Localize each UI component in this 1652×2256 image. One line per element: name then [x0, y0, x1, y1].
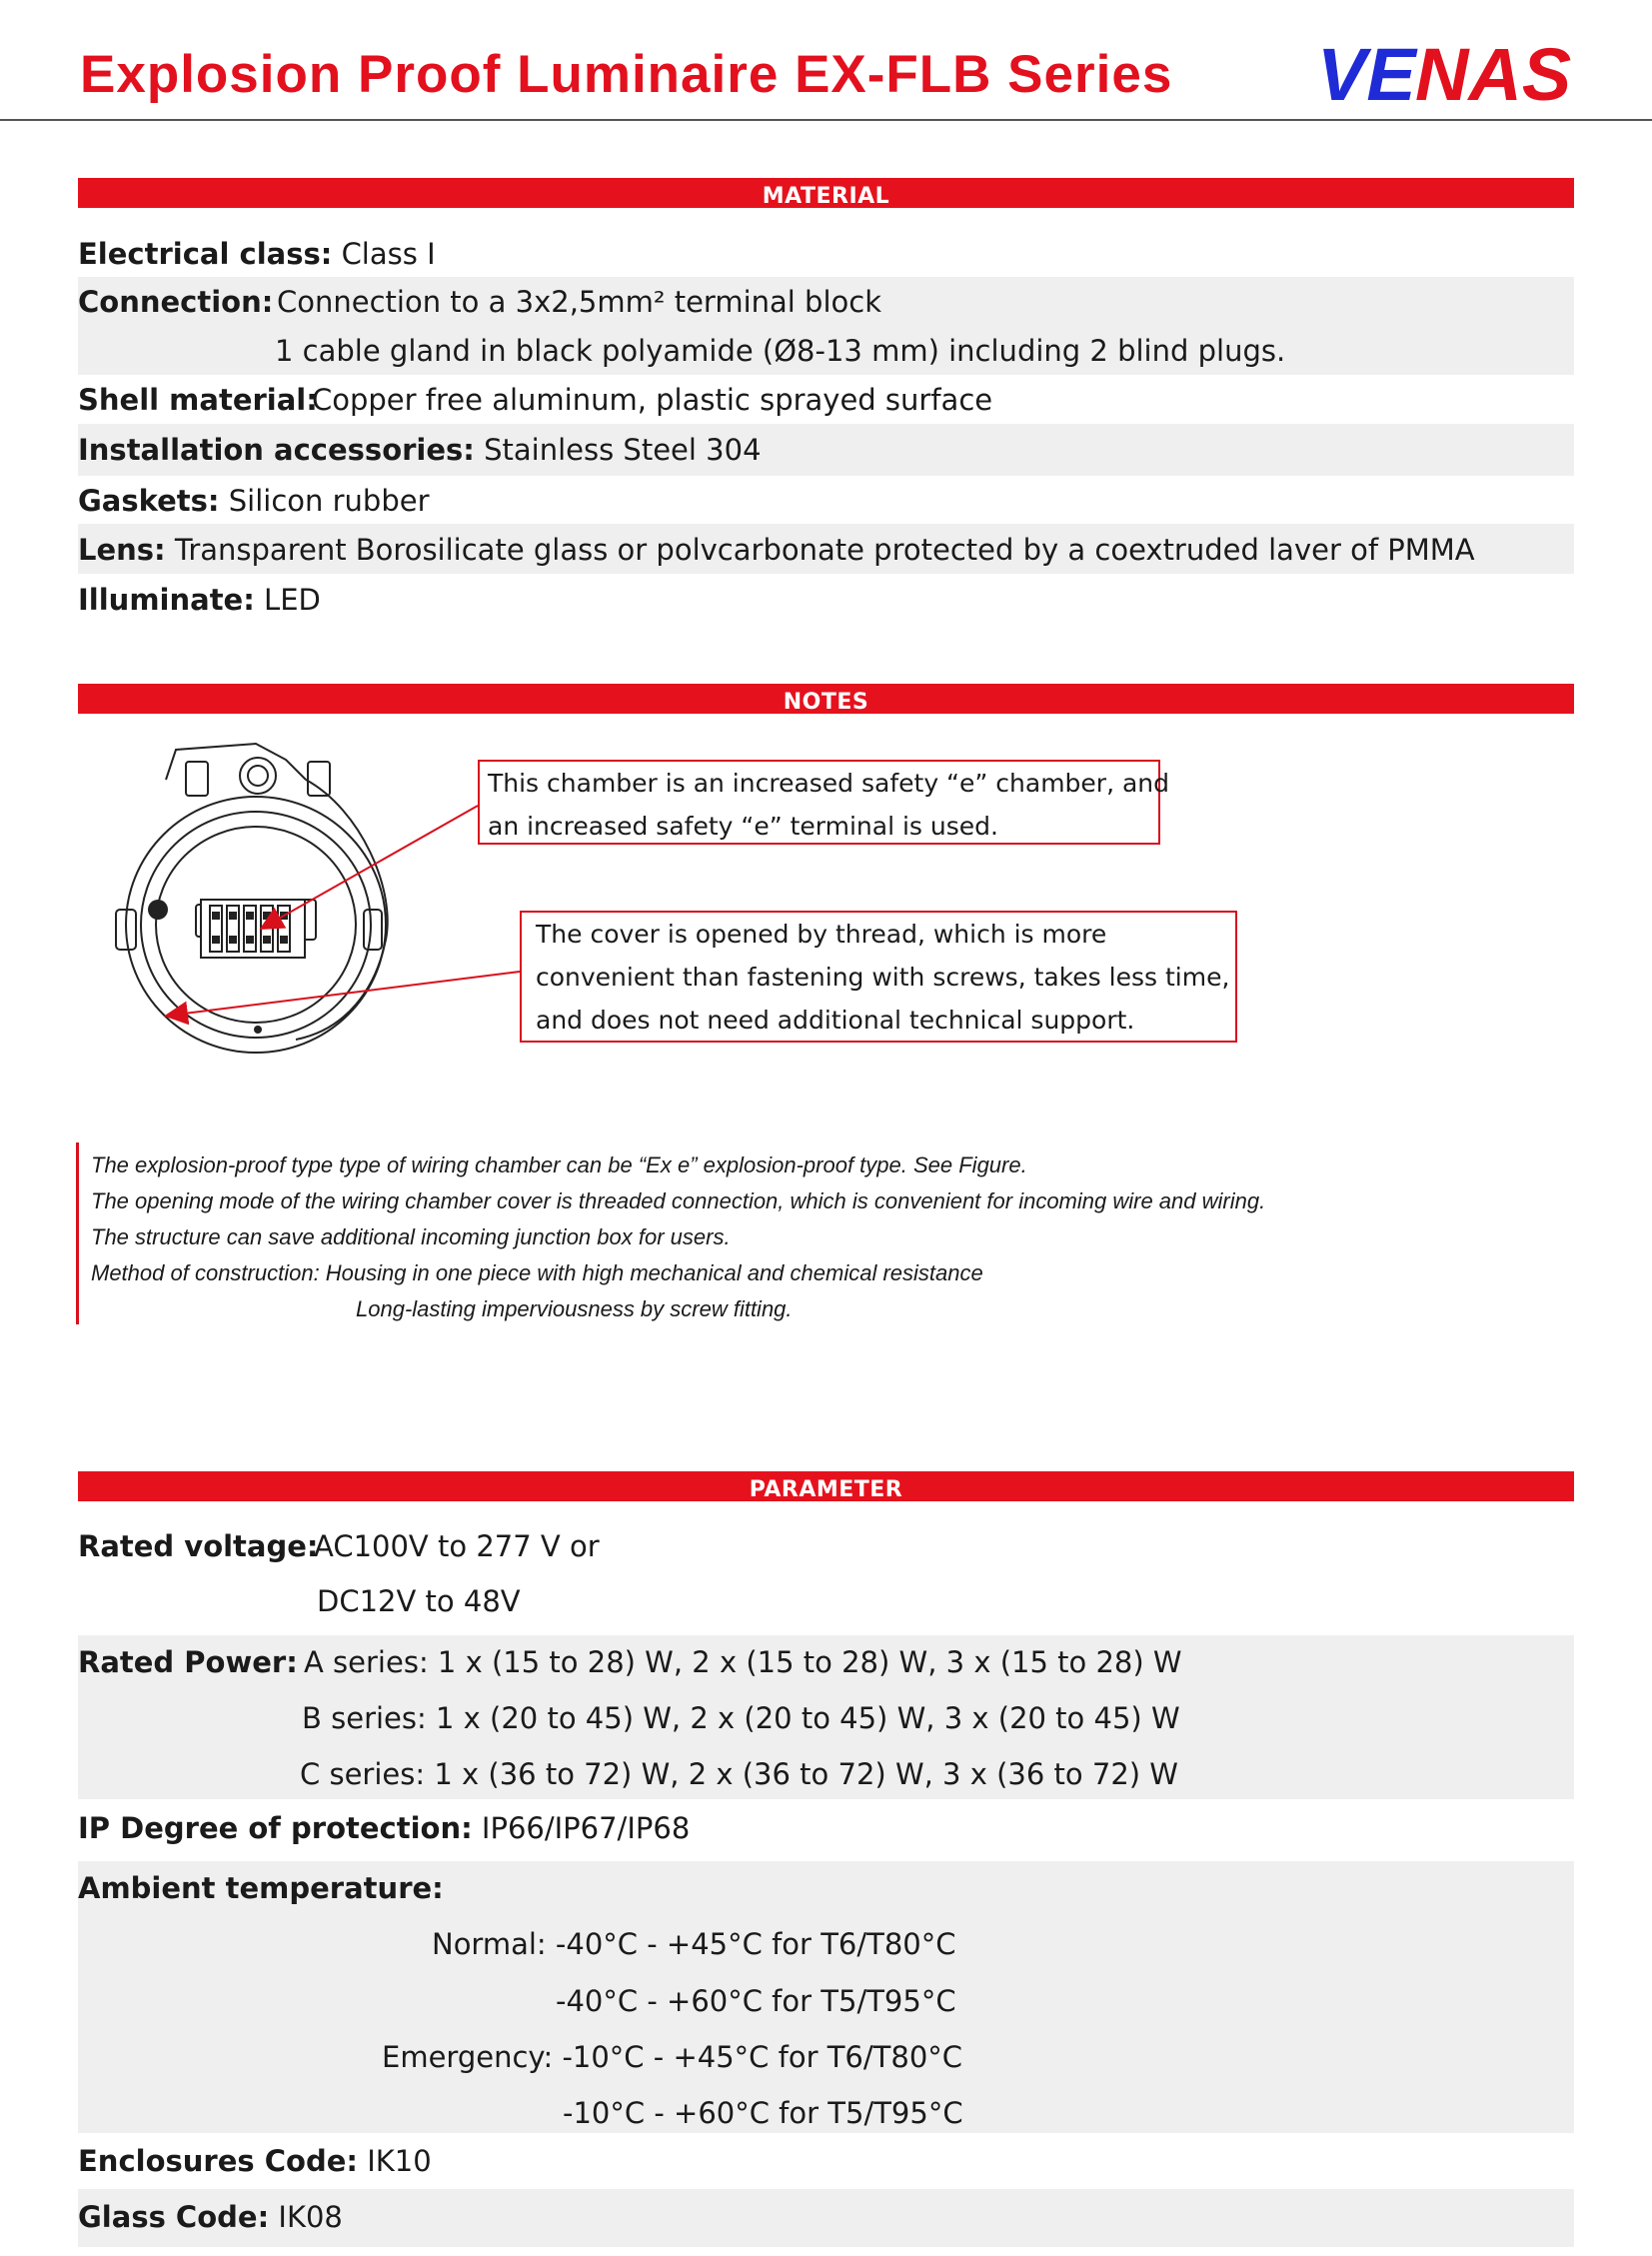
rated-power-label: Rated Power:	[78, 1645, 298, 1679]
ambient-emergency-1: Emergency: -10°C - +45°C for T6/T80°C	[382, 2040, 963, 2074]
callout-2-line-2: convenient than fastening with screws, takes less time,	[536, 963, 1230, 992]
callout-1-line-1: This chamber is an increased safety “e” chamber, and	[488, 769, 1170, 798]
notes-line-4: Method of construction: Housing in one piece with high mechanical and chemical resistance	[91, 1260, 983, 1285]
callout-2-line-3: and does not need additional technical support.	[536, 1006, 1135, 1035]
rated-power-a: A series: 1 x (15 to 28) W, 2 x (15 to 28) W, 3 x (15 to 28) W	[304, 1645, 1182, 1679]
callout-threaded-cover	[520, 911, 1237, 1043]
electrical-class-label: Electrical class:	[78, 237, 333, 271]
parameter-heading: PARAMETER	[78, 1471, 1574, 1501]
rated-power-c: C series: 1 x (36 to 72) W, 2 x (36 to 72) W, 3 x (36 to 72) W	[300, 1757, 1178, 1791]
ambient-label: Ambient temperature:	[78, 1871, 444, 1905]
glass-label: Glass Code:	[78, 2200, 270, 2234]
enclosure-row	[78, 2133, 1574, 2189]
svg-text:VE: VE	[1317, 38, 1416, 108]
material-heading: MATERIAL	[78, 178, 1574, 208]
ambient-emergency-2: -10°C - +60°C for T5/T95°C	[563, 2096, 963, 2130]
svg-text:NAS: NAS	[1415, 38, 1572, 108]
shell-label: Shell material:	[78, 383, 318, 417]
enclosure-label: Enclosures Code:	[78, 2144, 358, 2178]
rated-voltage-row	[78, 1517, 1574, 1635]
gaskets-value: Silicon rubber	[228, 484, 430, 518]
glass-row	[78, 2189, 1574, 2247]
glass-value: IK08	[278, 2200, 343, 2234]
callout-increased-safety	[478, 760, 1170, 845]
ambient-normal-2: -40°C - +60°C for T5/T95°C	[556, 1984, 956, 2018]
accessories-label: Installation accessories:	[78, 433, 475, 467]
electrical-class-value: Class I	[341, 237, 436, 271]
lens-value: Transparent Borosilicate glass or polvcarbonate protected by a coextruded laver of PMMA	[174, 533, 1475, 567]
rated-power-row	[78, 1635, 1574, 1799]
ip-value: IP66/IP67/IP68	[481, 1811, 691, 1845]
ambient-row	[78, 1861, 1574, 2133]
notes-accent-bar	[76, 1142, 79, 1324]
rated-voltage-value-1: AC100V to 277 V or	[314, 1529, 600, 1563]
shell-value: Copper free aluminum, plastic sprayed surface	[312, 383, 993, 417]
connection-label: Connection:	[78, 285, 274, 319]
illuminate-value: LED	[264, 583, 321, 617]
ip-label: IP Degree of protection:	[78, 1811, 473, 1845]
page-title: Explosion Proof Luminaire EX-FLB Series	[80, 45, 1173, 104]
gaskets-label: Gaskets:	[78, 484, 220, 518]
callout-1-line-2: an increased safety “e” terminal is used.	[488, 812, 998, 841]
rated-power-b: B series: 1 x (20 to 45) W, 2 x (20 to 45) W, 3 x (20 to 45) W	[302, 1701, 1180, 1735]
enclosure-value: IK10	[367, 2144, 432, 2178]
notes-line-1: The explosion-proof type type of wiring chamber can be “Ex e” explosion-proof type. See Figure.	[91, 1152, 1027, 1177]
ambient-normal-1: Normal: -40°C - +45°C for T6/T80°C	[432, 1927, 956, 1961]
notes-line-2: The opening mode of the wiring chamber cover is threaded connection, which is convenient for incoming wire and wiring.	[91, 1188, 1266, 1213]
connection-value-2: 1 cable gland in black polyamide (Ø8-13 mm) including 2 blind plugs.	[275, 334, 1286, 368]
callout-2-line-1: The cover is opened by thread, which is more	[536, 920, 1107, 949]
notes-line-3: The structure can save additional incoming junction box for users.	[91, 1224, 731, 1249]
accessories-value: Stainless Steel 304	[484, 433, 762, 467]
rated-voltage-value-2: DC12V to 48V	[317, 1584, 521, 1618]
illuminate-label: Illuminate:	[78, 583, 255, 617]
ip-row	[78, 1799, 1574, 1861]
rated-voltage-label: Rated voltage:	[78, 1529, 319, 1563]
lens-label: Lens:	[78, 533, 166, 567]
connection-value-1: Connection to a 3x2,5mm² terminal block	[277, 285, 882, 319]
notes-line-5: Long-lasting imperviousness by screw fitting.	[356, 1296, 793, 1321]
notes-heading: NOTES	[78, 684, 1574, 714]
